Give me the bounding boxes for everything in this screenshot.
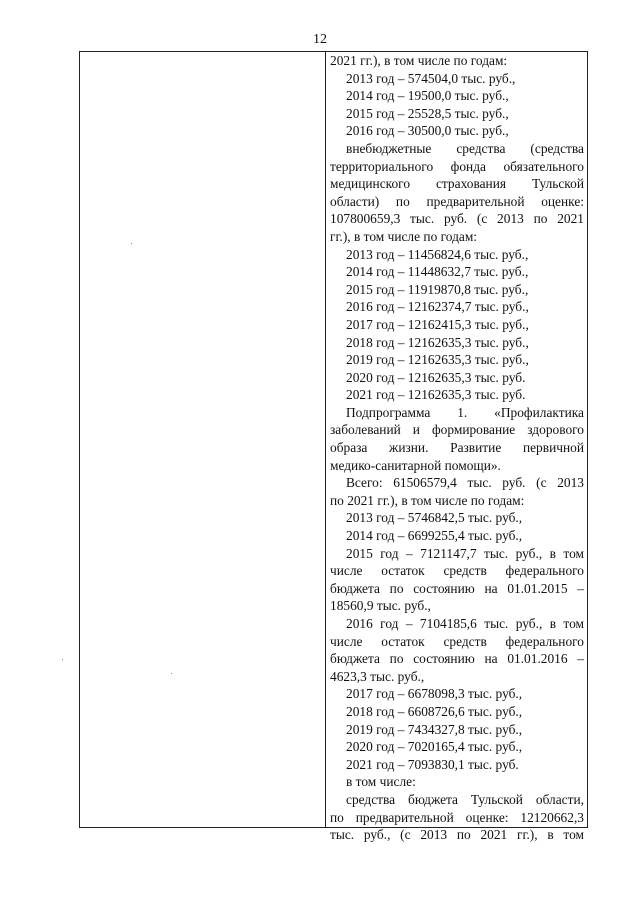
text-line: 2014 год – 11448632,7 тыс. руб., xyxy=(346,264,529,280)
text-line: области) по предварительной оценке: xyxy=(330,193,584,209)
text-line: заболеваний и формирование здорового xyxy=(330,422,584,438)
text-line: 4623,3 тыс. руб., xyxy=(330,668,425,684)
text-line: медицинского страхования Тульской xyxy=(330,176,584,192)
text-line: по предварительной оценке: 12120662,3 xyxy=(330,809,584,825)
text-line: по 2021 гг.), в том числе по годам: xyxy=(330,492,525,508)
text-line: бюджета по состоянию на 01.01.2016 – xyxy=(330,651,584,667)
text-line: 2016 год – 7104185,6 тыс. руб., в том xyxy=(346,616,584,631)
funding-text-cell xyxy=(330,52,584,844)
text-line: 2019 год – 7434327,8 тыс. руб., xyxy=(346,721,523,737)
text-line: 2014 год – 6699255,4 тыс. руб., xyxy=(346,528,523,544)
text-line: тыс. руб., (с 2013 по 2021 гг.), в том xyxy=(330,827,584,843)
scan-speck xyxy=(131,243,132,244)
text-line: территориального фонда обязательного xyxy=(330,158,584,174)
text-line: 18560,9 тыс. руб., xyxy=(330,598,431,614)
text-line: 2021 год – 12162635,3 тыс. руб. xyxy=(346,387,526,403)
text-line: 2013 год – 5746842,5 тыс. руб., xyxy=(346,510,523,526)
text-line: в том числе: xyxy=(346,774,416,790)
text-line: 2013 год – 11456824,6 тыс. руб., xyxy=(346,246,529,262)
text-line: 2017 год – 12162415,3 тыс. руб., xyxy=(346,316,529,332)
text-line: медико-санитарной помощи». xyxy=(330,457,501,473)
text-line: 2017 год – 6678098,3 тыс. руб., xyxy=(346,686,523,702)
text-line: числе остаток средств федерального xyxy=(330,563,584,579)
scan-speck xyxy=(62,659,63,660)
scan-speck xyxy=(171,673,172,674)
text-line: 2019 год – 12162635,3 тыс. руб., xyxy=(346,352,529,368)
text-line: 2021 год – 7093830,1 тыс. руб. xyxy=(346,756,519,772)
text-line: Подпрограмма 1. «Профилактика xyxy=(346,404,584,420)
text-line: 2015 год – 25528,5 тыс. руб., xyxy=(346,105,509,121)
text-line: 2016 год – 12162374,7 тыс. руб., xyxy=(346,299,529,315)
text-line: 2015 год – 11919870,8 тыс. руб., xyxy=(346,281,529,297)
text-line: числе остаток средств федерального xyxy=(330,633,584,649)
page-number: 12 xyxy=(313,32,327,47)
text-line: 2015 год – 7121147,7 тыс. руб., в том xyxy=(346,545,584,561)
text-line: 107800659,3 тыс. руб. (с 2013 по 2021 xyxy=(330,211,584,227)
text-line: 2020 год – 7020165,4 тыс. руб., xyxy=(346,739,523,755)
text-line: 2016 год – 30500,0 тыс. руб., xyxy=(346,123,509,139)
text-line: образа жизни. Развитие первичной xyxy=(330,440,584,456)
text-line: 2020 год – 12162635,3 тыс. руб. xyxy=(346,369,526,385)
text-line: внебюджетные средства (средства xyxy=(346,140,584,156)
column-divider xyxy=(325,51,326,828)
text-line: 2018 год – 12162635,3 тыс. руб., xyxy=(346,334,529,350)
text-line: 2013 год – 574504,0 тыс. руб., xyxy=(346,70,516,86)
text-line: 2021 гг.), в том числе по годам: xyxy=(330,53,508,68)
text-line: бюджета по состоянию на 01.01.2015 – xyxy=(330,580,584,596)
text-line: гг.), в том числе по годам: xyxy=(330,228,478,244)
text-line: 2018 год – 6608726,6 тыс. руб., xyxy=(346,703,523,719)
text-line: Всего: 61506579,4 тыс. руб. (с 2013 xyxy=(346,475,584,491)
text-line: 2014 год – 19500,0 тыс. руб., xyxy=(346,88,509,104)
text-line: средства бюджета Тульской области, xyxy=(346,791,584,807)
